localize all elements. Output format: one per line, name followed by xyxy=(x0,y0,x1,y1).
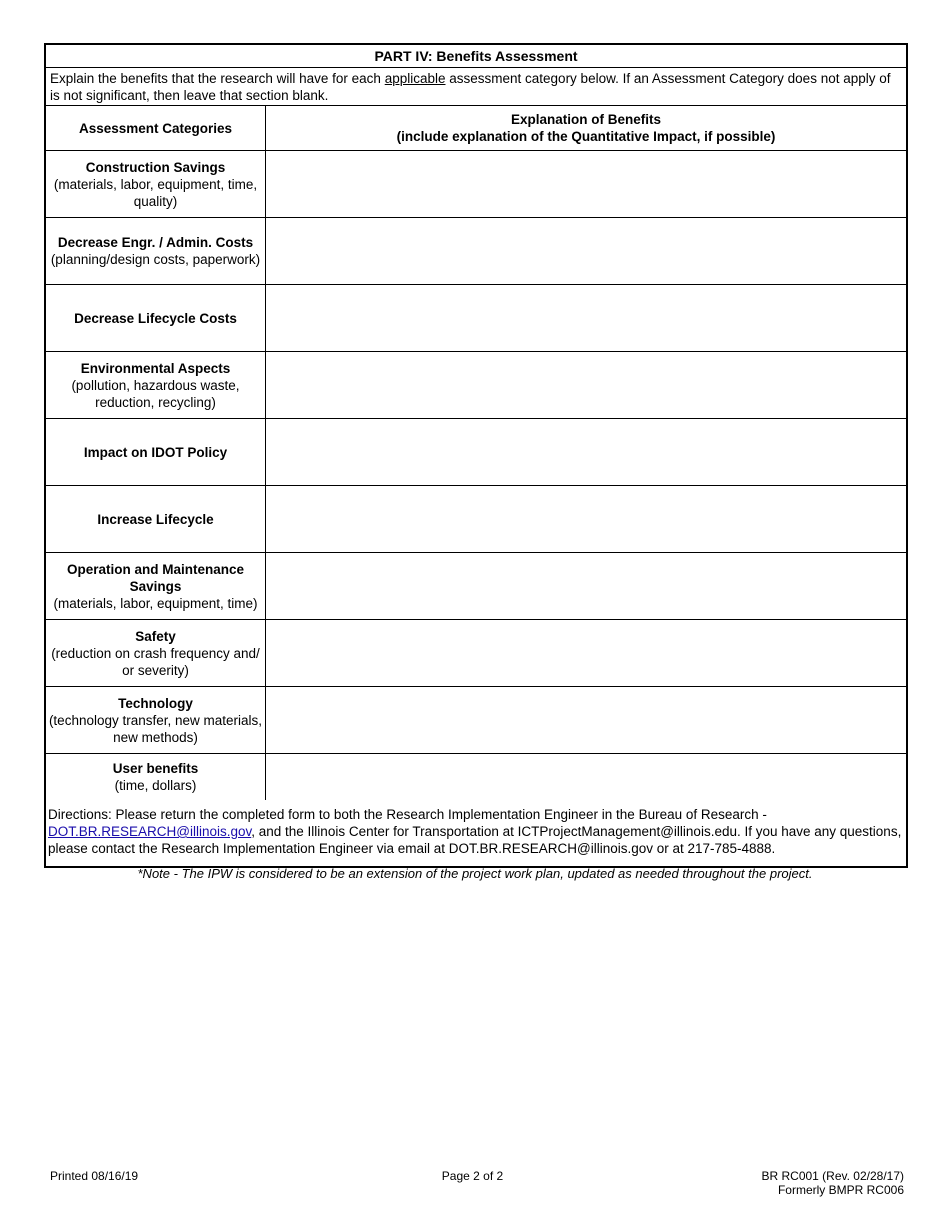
table-header-row xyxy=(46,106,906,151)
instructions-text-1: Explain the benefits that the research will have for each xyxy=(50,71,385,86)
form-title: PART IV: Benefits Assessment xyxy=(46,45,906,68)
category-row xyxy=(46,285,906,352)
category-rows xyxy=(46,151,906,800)
category-label-cell xyxy=(46,620,266,686)
category-title: Safety xyxy=(135,628,176,644)
explanation-field[interactable] xyxy=(266,218,906,284)
explanation-field[interactable] xyxy=(266,754,906,800)
category-row xyxy=(46,553,906,620)
category-detail: (reduction on crash frequency and/ or severity) xyxy=(51,645,260,678)
explanation-field[interactable] xyxy=(266,620,906,686)
category-label-cell xyxy=(46,352,266,418)
category-row xyxy=(46,486,906,553)
category-row xyxy=(46,687,906,754)
category-title: Technology xyxy=(118,695,193,711)
category-detail: (materials, labor, equipment, time, quality) xyxy=(53,176,258,209)
category-label-cell xyxy=(46,553,266,619)
header-explanation-subtitle: (include explanation of the Quantitative Impact, if possible) xyxy=(396,129,776,144)
category-title: Decrease Lifecycle Costs xyxy=(74,310,237,326)
directions-text-1: Directions: Please return the completed form to both the Research Implementation Engineer in the Bureau of Research - xyxy=(48,807,767,822)
category-detail: (technology transfer, new materials, new methods) xyxy=(48,712,263,745)
category-label-cell xyxy=(46,151,266,217)
explanation-field[interactable] xyxy=(266,486,906,552)
category-detail: (planning/design costs, paperwork) xyxy=(50,252,261,267)
category-row xyxy=(46,151,906,218)
category-detail: (materials, labor, equipment, time) xyxy=(53,595,258,611)
category-label-cell xyxy=(46,687,266,753)
instructions xyxy=(46,68,906,106)
category-title: Increase Lifecycle xyxy=(97,511,214,527)
form-id: BR RC001 (Rev. 02/28/17) xyxy=(761,1169,904,1183)
header-explanation xyxy=(266,106,906,150)
category-row xyxy=(46,620,906,687)
explanation-field[interactable] xyxy=(266,687,906,753)
category-label-cell xyxy=(46,419,266,485)
header-categories: Assessment Categories xyxy=(46,106,266,150)
category-title: Impact on IDOT Policy xyxy=(83,444,228,460)
directions-text-2: , and the Illinois Center for Transportation at ICTProjectManagement@illinois.edu. If you have any questions, please contact the Research Implementation Engineer via email at DOT.BR.RESEARCH@illinois.gov or at 217-785-4888. xyxy=(48,824,902,856)
benefits-assessment-form xyxy=(44,43,908,868)
directions xyxy=(46,800,906,866)
research-email-link[interactable]: DOT.BR.RESEARCH@illinois.gov xyxy=(48,824,252,839)
instructions-underlined: applicable xyxy=(384,71,446,86)
explanation-field[interactable] xyxy=(266,352,906,418)
category-label-cell xyxy=(46,486,266,552)
explanation-field[interactable] xyxy=(266,151,906,217)
category-label-cell xyxy=(46,285,266,351)
form-id-block xyxy=(761,1169,904,1197)
explanation-field[interactable] xyxy=(266,419,906,485)
instructions-text-2: assessment category below. If an Assessment Category does not apply of is not significant, then leave that section blank. xyxy=(50,71,891,103)
footnote: *Note - The IPW is considered to be an extension of the project work plan, updated as needed throughout the project. xyxy=(137,866,813,881)
category-title: Operation and Maintenance Savings xyxy=(66,561,245,594)
category-title: Decrease Engr. / Admin. Costs xyxy=(57,235,254,250)
category-row xyxy=(46,352,906,419)
category-row xyxy=(46,218,906,285)
explanation-field[interactable] xyxy=(266,553,906,619)
category-title: User benefits xyxy=(112,761,199,776)
category-detail: (pollution, hazardous waste, reduction, recycling) xyxy=(71,377,240,410)
category-detail: (time, dollars) xyxy=(114,778,197,793)
printed-date: Printed 08/16/19 xyxy=(50,1169,139,1183)
category-title: Construction Savings xyxy=(85,159,226,175)
page-number: Page 2 of 2 xyxy=(441,1169,504,1183)
category-title: Environmental Aspects xyxy=(80,360,231,376)
category-label-cell xyxy=(46,218,266,284)
category-row xyxy=(46,419,906,486)
explanation-field[interactable] xyxy=(266,285,906,351)
category-label-cell xyxy=(46,754,266,800)
formerly-id: Formerly BMPR RC006 xyxy=(777,1183,904,1197)
header-explanation-title: Explanation of Benefits xyxy=(510,112,662,127)
category-row xyxy=(46,754,906,800)
